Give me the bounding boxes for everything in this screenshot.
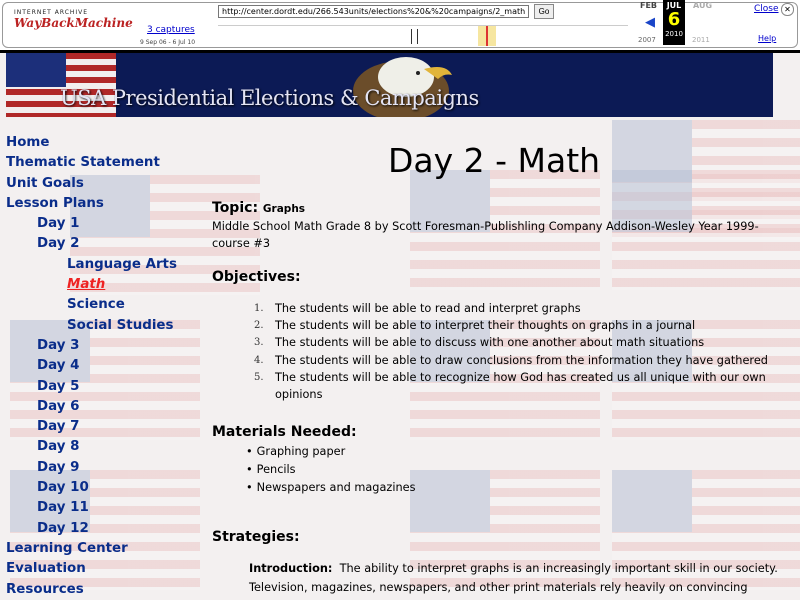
capture-tick [411, 29, 412, 44]
material-item: • Newspapers and magazines [246, 479, 415, 497]
site-banner [6, 53, 773, 117]
capture-sparkline[interactable] [218, 25, 628, 46]
logo-top-text: INTERNET ARCHIVE [14, 9, 89, 16]
sidebar-item-learning-center[interactable]: Learning Center [6, 540, 128, 556]
topic-value: Graphs [262, 203, 306, 215]
sidebar-item-home[interactable]: Home [6, 135, 50, 150]
objective-number: 3. [254, 337, 264, 349]
source-text: Middle School Math Grade 8 by Scott Foresman-Publishling Company Addison-Wesley Year 1999-course #3 [212, 220, 759, 250]
objective-item [254, 352, 790, 369]
sidebar-item-language-arts[interactable]: Language Arts [67, 256, 177, 272]
objective-item [254, 334, 790, 351]
objective-text: The students will be able to draw conclusions from the information they have gathered [275, 353, 768, 367]
objective-number: 1. [254, 303, 264, 314]
current-capture-date [663, 0, 685, 45]
introduction-paragraph [249, 559, 794, 597]
objective-text: The students will be able to read and interpret graphs [275, 302, 581, 315]
logo-bottom-text: WayBackMachine [14, 16, 133, 30]
topic-row: Topic: Graphs [212, 200, 306, 216]
sidebar-item-science[interactable]: Science [67, 297, 125, 313]
next-month: AUG [693, 1, 713, 10]
sidebar-item-day-12[interactable]: Day 12 [37, 520, 89, 536]
sidebar-item-day-10[interactable]: Day 10 [37, 480, 89, 496]
banner-title: USA Presidential Elections & Campaigns [60, 86, 479, 110]
sidebar-item-day-11[interactable]: Day 11 [37, 500, 89, 516]
sidebar-item-day-7[interactable]: Day 7 [37, 419, 80, 435]
go-button[interactable]: Go [534, 4, 554, 19]
objectives-list [254, 300, 790, 403]
sidebar-item-day-2[interactable]: Day 2 [37, 236, 80, 252]
objectives-heading: Objectives: [212, 269, 301, 285]
strategies-heading: Strategies: [212, 529, 300, 545]
sidebar-item-social-studies[interactable]: Social Studies [67, 317, 174, 333]
objective-text: The students will be able to interpret their thoughts on graphs in a journal [275, 319, 696, 333]
capture-tick [417, 29, 418, 44]
page-title: Day 2 - Math [388, 141, 601, 180]
objective-text: The students will be able to discuss with one another about math situations [275, 336, 705, 350]
captures-range: 9 Sep 06 - 6 Jul 10 [140, 39, 196, 46]
sidebar-item-evaluation[interactable]: Evaluation [6, 561, 86, 577]
sidebar-item-lesson-plans[interactable]: Lesson Plans [6, 195, 104, 211]
current-capture-marker [486, 26, 488, 46]
introduction-text: The ability to interpret graphs is an increasingly important skill in our society. Television, magazines, newspapers, and other print materials rely heavily on convincing [249, 562, 778, 594]
objective-number: 2. [254, 320, 264, 332]
material-item: • Graphing paper [246, 443, 415, 461]
prev-month[interactable]: FEB [640, 1, 658, 10]
current-month: JUL [666, 1, 682, 10]
sidebar-item-thematic-statement[interactable]: Thematic Statement [6, 155, 160, 171]
close-icon[interactable]: ✕ [781, 3, 794, 16]
objective-number: 4. [254, 354, 264, 366]
close-link[interactable]: Close [754, 4, 779, 14]
sidebar-item-day-9[interactable]: Day 9 [37, 459, 80, 475]
sidebar-item-day-3[interactable]: Day 3 [37, 337, 80, 353]
topic-label: Topic [212, 200, 253, 216]
banner-flag-canton [6, 53, 66, 87]
materials-heading: Materials Needed: [212, 424, 357, 440]
objective-item [254, 317, 790, 334]
help-link[interactable]: Help [758, 34, 777, 43]
objective-item [254, 369, 790, 403]
material-item: • Pencils [246, 461, 415, 479]
sidebar-item-day-4[interactable]: Day 4 [37, 358, 80, 374]
objective-item [254, 300, 790, 317]
objectives-label: Objectives [212, 269, 295, 285]
sidebar-item-math[interactable]: Math [67, 277, 106, 293]
prev-arrow-icon[interactable]: ◀ [645, 15, 655, 30]
current-day: 6 [667, 9, 681, 30]
url-input[interactable] [218, 5, 529, 18]
sidebar-nav [6, 133, 206, 600]
objective-number: 5. [254, 371, 264, 383]
sidebar-item-day-8[interactable]: Day 8 [37, 439, 80, 455]
sidebar-item-day-1[interactable]: Day 1 [37, 216, 80, 232]
objective-text: The students will be able to recognize how God has created us all unique with our own opinions [275, 370, 766, 402]
current-year: 2010 [665, 30, 683, 38]
next-year: 2011 [692, 36, 710, 44]
materials-list [246, 443, 415, 497]
captures-link[interactable]: 3 captures [147, 25, 195, 35]
wayback-logo[interactable] [14, 9, 133, 39]
sidebar-item-day-5[interactable]: Day 5 [37, 378, 80, 394]
wayback-toolbar [0, 0, 800, 53]
sidebar-item-day-6[interactable]: Day 6 [37, 398, 80, 414]
sidebar-item-resources[interactable]: Resources [6, 581, 84, 597]
prev-year[interactable]: 2007 [638, 36, 656, 44]
introduction-label: Introduction: [249, 562, 333, 575]
sidebar-item-unit-goals[interactable]: Unit Goals [6, 175, 84, 191]
